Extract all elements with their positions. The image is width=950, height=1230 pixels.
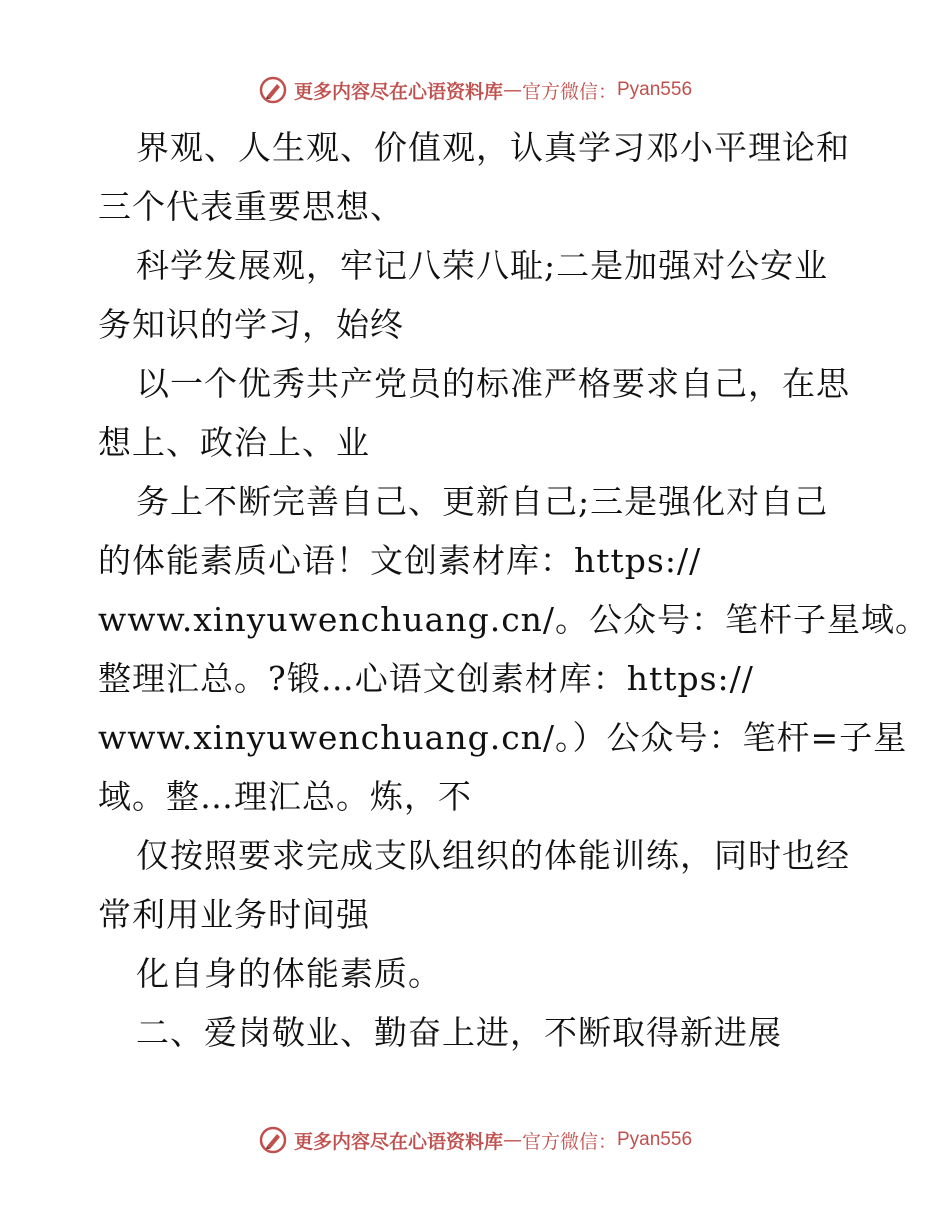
text-line: 想上、政治上、业 xyxy=(98,423,370,462)
header-separator: — xyxy=(502,79,522,101)
text-line: 务知识的学习，始终 xyxy=(98,305,404,344)
text-line: 常利用业务时间强 xyxy=(98,895,370,934)
header-brand: 更多内容尽在心语资料库 xyxy=(293,80,503,103)
text-line: 三个代表重要思想、 xyxy=(98,187,404,226)
text-line: 以一个优秀共产党员的标准严格要求自己，在思 xyxy=(136,364,850,403)
footer-wechat-id: Pyan556 xyxy=(617,1129,693,1150)
pen-logo-icon xyxy=(258,75,288,105)
text-line: 二、爱岗敬业、勤奋上进，不断取得新进展 xyxy=(136,1013,782,1052)
document-body xyxy=(98,118,930,1062)
text-line: 化自身的体能素质。 xyxy=(136,954,442,993)
text-line: 科学发展观，牢记八荣八耻;二是加强对公安业 xyxy=(136,246,829,285)
text-line: 务上不断完善自己、更新自己;三是强化对自己 xyxy=(136,482,829,521)
text-line: 界观、人生观、价值观，认真学习邓小平理论和 xyxy=(136,128,850,167)
header-banner xyxy=(0,72,950,108)
footer-separator: — xyxy=(502,1129,522,1151)
footer-banner xyxy=(0,1122,950,1158)
text-line: www.xinyuwenchuang.cn/。）公众号：笔杆=子星 xyxy=(98,718,908,757)
footer-wechat-label: 官方微信： xyxy=(521,1130,617,1153)
header-wechat-label: 官方微信： xyxy=(521,80,617,103)
text-line: 整理汇总。?锻…心语文创素材库：https:// xyxy=(98,659,754,698)
text-line: 域。整…理汇总。炼，不 xyxy=(98,777,472,816)
text-line: 的体能素质心语！文创素材库：https:// xyxy=(98,541,702,580)
pen-logo-icon xyxy=(258,1125,288,1155)
text-line: 仅按照要求完成支队组织的体能训练，同时也经 xyxy=(136,836,850,875)
footer-brand: 更多内容尽在心语资料库 xyxy=(293,1130,503,1153)
text-line: www.xinyuwenchuang.cn/。公众号：笔杆子星域。 xyxy=(98,600,930,639)
header-wechat-id: Pyan556 xyxy=(617,79,693,100)
